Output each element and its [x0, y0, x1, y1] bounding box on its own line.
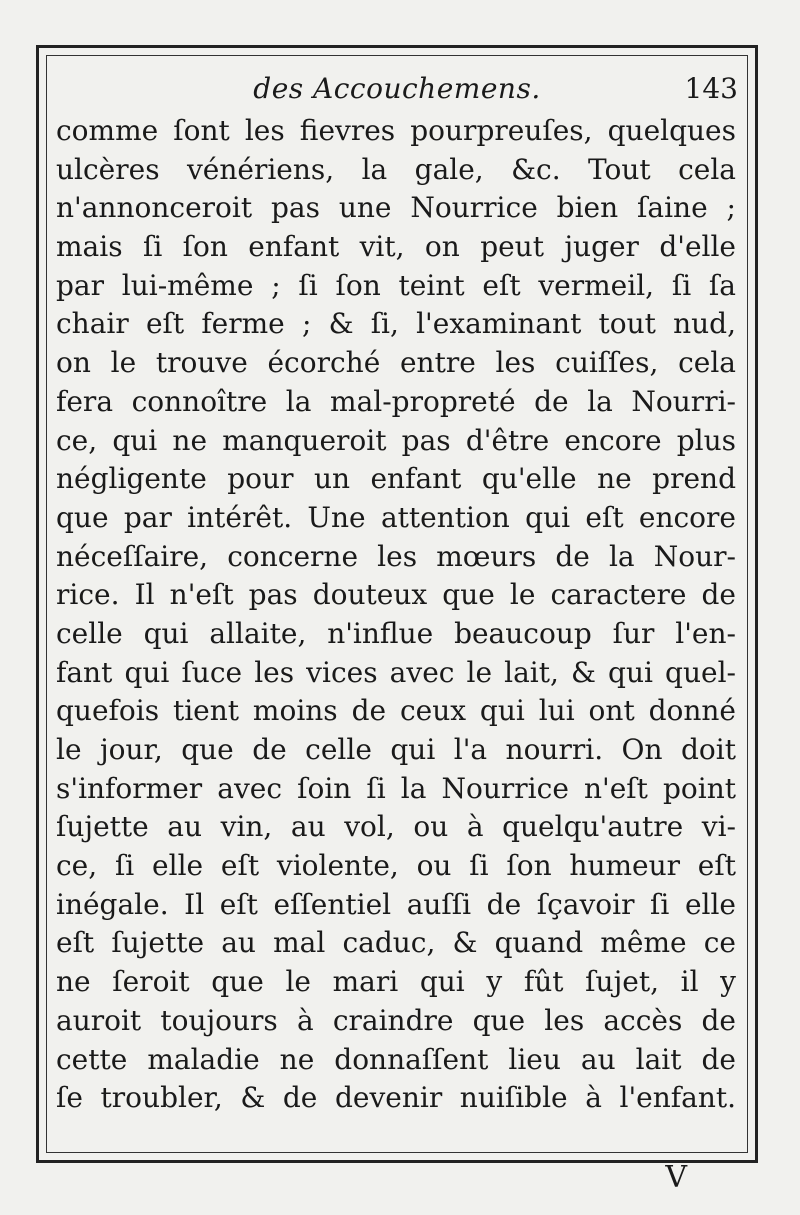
text-line: négligente pour un enfant qu'elle ne prend [56, 462, 736, 496]
text-line: ſe troubler, & de devenir nuiſible à l'enfant. [56, 1081, 736, 1115]
text-line: on le trouve écorché entre les cuiſſes, cela [56, 346, 736, 380]
text-line: inégale. Il eſt eſſentiel auſſi de ſçavoir ſi elle [56, 887, 736, 921]
text-line: quefois tient moins de ceux qui lui ont donné [56, 694, 736, 728]
text-line: ce, ſi elle eſt violente, ou ſi ſon humeur eſt [56, 849, 736, 883]
text-line: auroit toujours à craindre que les accès de [56, 1003, 736, 1037]
text-line: mais ſi ſon enfant vit, on peut juger d'elle [56, 230, 736, 264]
text-line: n'annonceroit pas une Nourrice bien ſaine ; [56, 191, 736, 225]
text-line: par lui-même ; ſi ſon teint eſt vermeil, ſi ſa [56, 268, 736, 302]
text-line: rice. Il n'eſt pas douteux que le caractere de [56, 578, 736, 612]
text-line: néceſſaire, concerne les mœurs de la Nour- [56, 539, 736, 573]
text-line: celle qui allaite, n'influe beaucoup ſur l'en- [56, 616, 736, 650]
text-line: que par intérêt. Une attention qui eſt encore [56, 500, 736, 534]
running-title: des Accouchemens. [253, 72, 541, 105]
running-head [46, 72, 748, 108]
text-line: comme ſont les fievres pourpreuſes, quelques [56, 114, 736, 147]
text-line: fant qui ſuce les vices avec le lait, & qui quel- [56, 655, 736, 689]
text-line: ſujette au vin, au vol, ou à quelqu'autre vi- [56, 810, 736, 844]
text-line: s'informer avec ſoin ſi la Nourrice n'eſt point [56, 771, 736, 805]
text-line: chair eſt ferme ; & ſi, l'examinant tout nud, [56, 307, 736, 341]
signature-mark: V [665, 1160, 688, 1195]
text-line: ne ſeroit que le mari qui y fût ſujet, il y [56, 965, 736, 999]
text-line: ce, qui ne manqueroit pas d'être encore plus [56, 423, 736, 457]
page-number: 143 [684, 72, 738, 105]
body-text [56, 112, 736, 1118]
text-line: eſt ſujette au mal caduc, & quand même ce [56, 926, 736, 960]
text-line: le jour, que de celle qui l'a nourri. On doit [56, 733, 736, 766]
text-line: ulcères vénériens, la gale, &c. Tout cela [56, 152, 736, 186]
text-line: cette maladie ne donnaſſent lieu au lait de [56, 1042, 736, 1076]
text-line: fera connoître la mal-propreté de la Nourri- [56, 384, 736, 418]
